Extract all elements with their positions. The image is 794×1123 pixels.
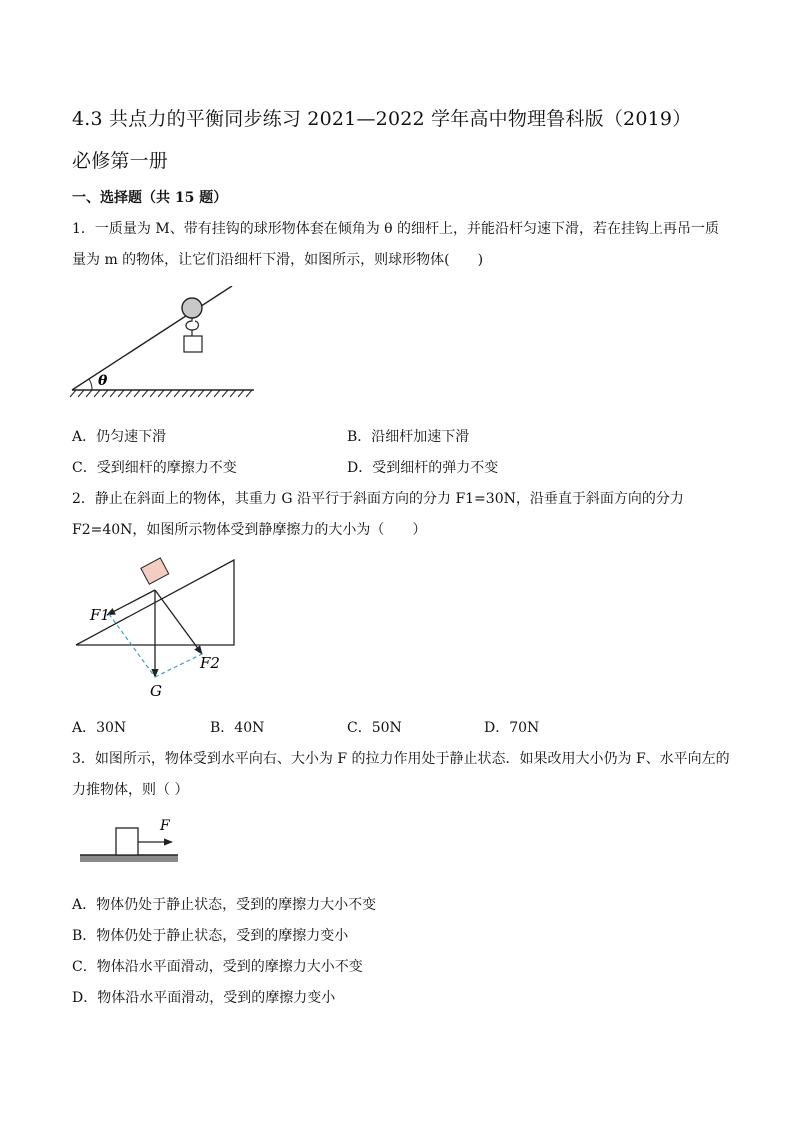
- ground-strip: [80, 855, 178, 862]
- question-1-option-c[interactable]: C．受到细杆的摩擦力不变: [72, 460, 237, 476]
- force-label: F: [160, 818, 170, 834]
- dashed-line-g-to-f2: [155, 654, 202, 677]
- document-title-line-1: 4.3 共点力的平衡同步练习 2021—2022 学年高中物理鲁科版（2019）: [72, 108, 692, 130]
- inclined-rod: [72, 286, 232, 390]
- g-label: G: [150, 682, 162, 700]
- f2-label: F2: [200, 654, 220, 672]
- question-3-option-b[interactable]: B．物体仍处于静止状态，受到的摩擦力变小: [72, 928, 349, 944]
- question-3-option-a[interactable]: A．物体仍处于静止状态，受到的摩擦力大小不变: [72, 897, 377, 913]
- question-3-stem-line-2: 力推物体，则（ ）: [72, 782, 189, 798]
- block-on-incline: [141, 558, 169, 584]
- question-2-option-a[interactable]: A．30N: [72, 720, 127, 736]
- question-3-option-c[interactable]: C．物体沿水平面滑动，受到的摩擦力大小不变: [72, 959, 363, 975]
- question-1-figure-inclined-rod: [66, 286, 266, 402]
- hook: [186, 318, 198, 330]
- angle-arc: [89, 379, 92, 390]
- question-1-option-a[interactable]: A．仍匀速下滑: [72, 429, 167, 445]
- question-1-option-b[interactable]: B．沿细杆加速下滑: [347, 429, 470, 445]
- question-3-option-d[interactable]: D．物体沿水平面滑动，受到的摩擦力变小: [72, 990, 336, 1006]
- f1-label: F1: [90, 606, 110, 624]
- question-1-stem-line-2: 量为 m 的物体，让它们沿细杆下滑，如图所示，则球形物体( ): [72, 252, 484, 268]
- hanging-block: [184, 336, 202, 352]
- question-2-figure-incline-forces: [70, 552, 250, 702]
- section-heading: 一、选择题（共 15 题）: [72, 190, 228, 206]
- question-2-option-d[interactable]: D．70N: [484, 720, 540, 736]
- question-3-figure-block-with-force: [78, 812, 188, 868]
- question-3-stem-line-1: 3．如图所示，物体受到水平向右、大小为 F 的拉力作用处于静止状态．如果改用大小仍为 F、水平向左的: [72, 751, 730, 767]
- question-1-stem-line-1: 1．一质量为 M、带有挂钩的球形物体套在倾角为 θ 的细杆上，并能沿杆匀速下滑，若在挂钩上再吊一质: [72, 221, 720, 237]
- question-2-stem-line-1: 2．静止在斜面上的物体，其重力 G 沿平行于斜面方向的分力 F1=30N，沿垂直于斜面方向的分力: [72, 491, 684, 507]
- block: [116, 828, 138, 855]
- spherical-object: [182, 298, 202, 318]
- question-1-option-d[interactable]: D．受到细杆的弹力不变: [347, 460, 499, 476]
- question-2-option-b[interactable]: B．40N: [210, 720, 265, 736]
- question-2-stem-line-2: F2=40N，如图所示物体受到静摩擦力的大小为（ ）: [72, 522, 427, 538]
- question-2-option-c[interactable]: C．50N: [347, 720, 402, 736]
- document-title-line-2: 必修第一册: [72, 150, 169, 172]
- ground-hatching: [70, 390, 254, 397]
- angle-theta-label: θ: [98, 373, 108, 389]
